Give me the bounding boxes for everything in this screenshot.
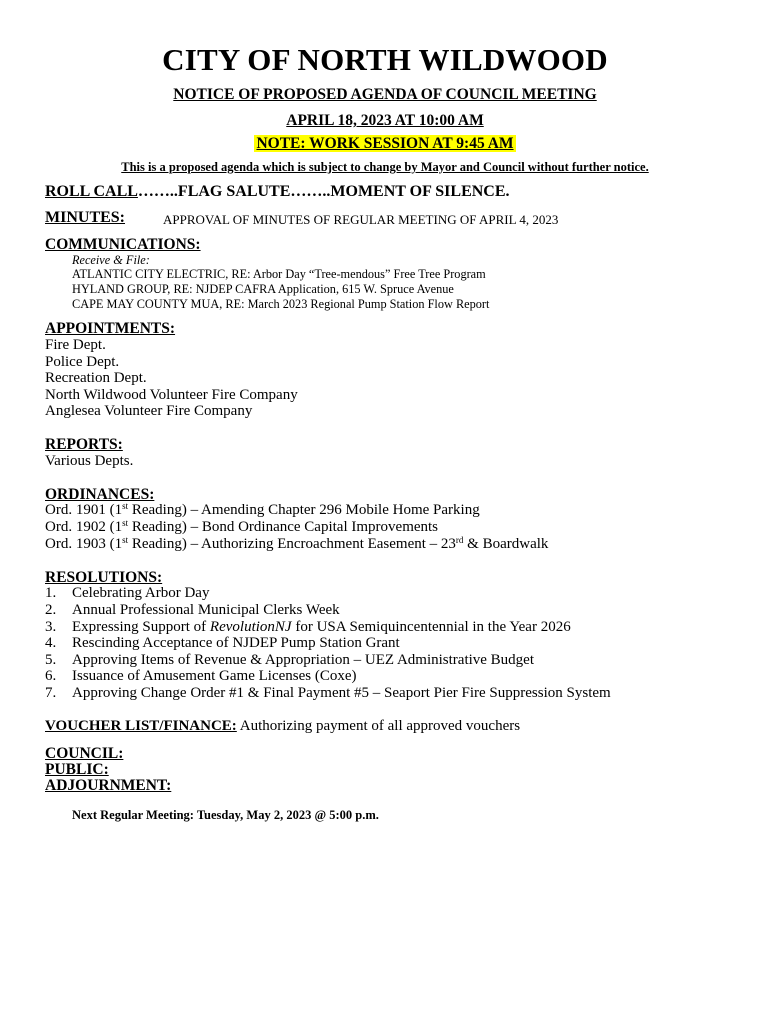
roll-call-dots-2: …….. <box>290 183 331 200</box>
roll-call-line <box>45 183 510 201</box>
ordinance-text: Ord. 1903 (1 <box>45 536 123 552</box>
appointment-item: Police Dept. <box>45 354 120 370</box>
flag-salute-label: FLAG SALUTE <box>177 183 291 200</box>
resolution-number: 2. <box>45 602 57 618</box>
ordinance-superscript: st <box>122 535 129 545</box>
council-heading: COUNCIL: <box>45 745 124 762</box>
resolution-item <box>45 668 357 685</box>
ordinance-item <box>45 519 438 536</box>
appointment-item: Fire Dept. <box>45 337 106 353</box>
ordinance-superscript: st <box>122 501 129 511</box>
resolution-item <box>45 635 400 652</box>
document-title: CITY OF NORTH WILDWOOD <box>162 42 608 77</box>
resolution-number: 1. <box>45 585 57 601</box>
resolution-text: Expressing Support of <box>72 619 210 635</box>
ordinance-item <box>45 502 480 519</box>
ordinance-text: Ord. 1902 (1 <box>45 519 123 535</box>
communication-item: HYLAND GROUP, RE: NJDEP CAFRA Application, 615 W. Spruce Avenue <box>72 282 454 296</box>
ordinance-text: Reading) – Amending Chapter 296 Mobile Home Parking <box>128 502 480 518</box>
resolution-item <box>45 619 571 636</box>
communication-item: CAPE MAY COUNTY MUA, RE: March 2023 Regional Pump Station Flow Report <box>72 297 490 311</box>
resolution-text: for USA Semiquincentennial in the Year 2026 <box>291 619 571 635</box>
document-subtitle: NOTICE OF PROPOSED AGENDA OF COUNCIL MEETING <box>173 86 597 103</box>
communications-heading: COMMUNICATIONS: <box>45 236 201 253</box>
public-heading: PUBLIC: <box>45 761 109 778</box>
resolution-text: Rescinding Acceptance of NJDEP Pump Station Grant <box>72 635 400 651</box>
resolution-item <box>45 602 340 619</box>
minutes-heading: MINUTES: <box>45 209 126 226</box>
resolution-number: 5. <box>45 652 57 668</box>
resolution-italic-text: RevolutionNJ <box>209 619 292 635</box>
meeting-date: APRIL 18, 2023 AT 10:00 AM <box>286 112 484 129</box>
resolution-text: Issuance of Amusement Game Licenses (Coxe) <box>72 668 357 684</box>
appointment-item: Recreation Dept. <box>45 370 147 386</box>
ordinances-heading: ORDINANCES: <box>45 486 155 503</box>
resolution-text: Celebrating Arbor Day <box>72 585 210 601</box>
roll-call-label: ROLL CALL <box>45 183 138 200</box>
ordinance-superscript: st <box>122 518 129 528</box>
resolution-text: Approving Change Order #1 & Final Payment #5 – Seaport Pier Fire Suppression System <box>72 685 611 701</box>
ordinance-text: Reading) – Authorizing Encroachment Easement – 23 <box>128 536 456 552</box>
voucher-line <box>45 718 520 735</box>
ordinance-text: Ord. 1901 (1 <box>45 502 123 518</box>
communication-item: ATLANTIC CITY ELECTRIC, RE: Arbor Day “Tree-mendous” Free Tree Program <box>72 267 486 281</box>
voucher-heading: VOUCHER LIST/FINANCE: <box>45 718 237 734</box>
resolution-number: 4. <box>45 635 57 651</box>
resolution-number: 6. <box>45 668 57 684</box>
voucher-text: Authorizing payment of all approved vouchers <box>236 718 521 734</box>
resolution-item <box>45 652 534 669</box>
ordinance-superscript: rd <box>455 535 464 545</box>
resolutions-heading: RESOLUTIONS: <box>45 569 163 586</box>
resolution-number: 3. <box>45 619 57 635</box>
resolution-item <box>45 585 209 602</box>
ordinance-item <box>45 536 548 553</box>
moment-of-silence-label: MOMENT OF SILENCE. <box>330 183 510 200</box>
resolution-item <box>45 685 611 702</box>
report-item: Various Depts. <box>45 453 134 469</box>
work-session-note-wrap <box>0 135 770 153</box>
appointment-item: Anglesea Volunteer Fire Company <box>45 403 253 419</box>
appointment-item: North Wildwood Volunteer Fire Company <box>45 387 298 403</box>
roll-call-dots-1: …….. <box>137 183 178 200</box>
resolution-text: Approving Items of Revenue & Appropriation – UEZ Administrative Budget <box>72 652 535 668</box>
agenda-disclaimer: This is a proposed agenda which is subject to change by Mayor and Council without further notice. <box>121 160 649 174</box>
next-meeting: Next Regular Meeting: Tuesday, May 2, 2023 @ 5:00 p.m. <box>72 808 379 822</box>
adjournment-heading: ADJOURNMENT: <box>45 777 172 794</box>
receive-and-file: Receive & File: <box>72 253 150 267</box>
reports-heading: REPORTS: <box>45 436 123 453</box>
resolution-text: Annual Professional Municipal Clerks Week <box>72 602 340 618</box>
ordinance-text: Reading) – Bond Ordinance Capital Improvements <box>128 519 439 535</box>
resolution-number: 7. <box>45 685 57 701</box>
work-session-note: NOTE: WORK SESSION AT 9:45 AM <box>256 135 514 152</box>
ordinance-text: & Boardwalk <box>463 536 549 552</box>
appointments-heading: APPOINTMENTS: <box>45 320 176 337</box>
minutes-text: APPROVAL OF MINUTES OF REGULAR MEETING OF APRIL 4, 2023 <box>163 212 559 227</box>
